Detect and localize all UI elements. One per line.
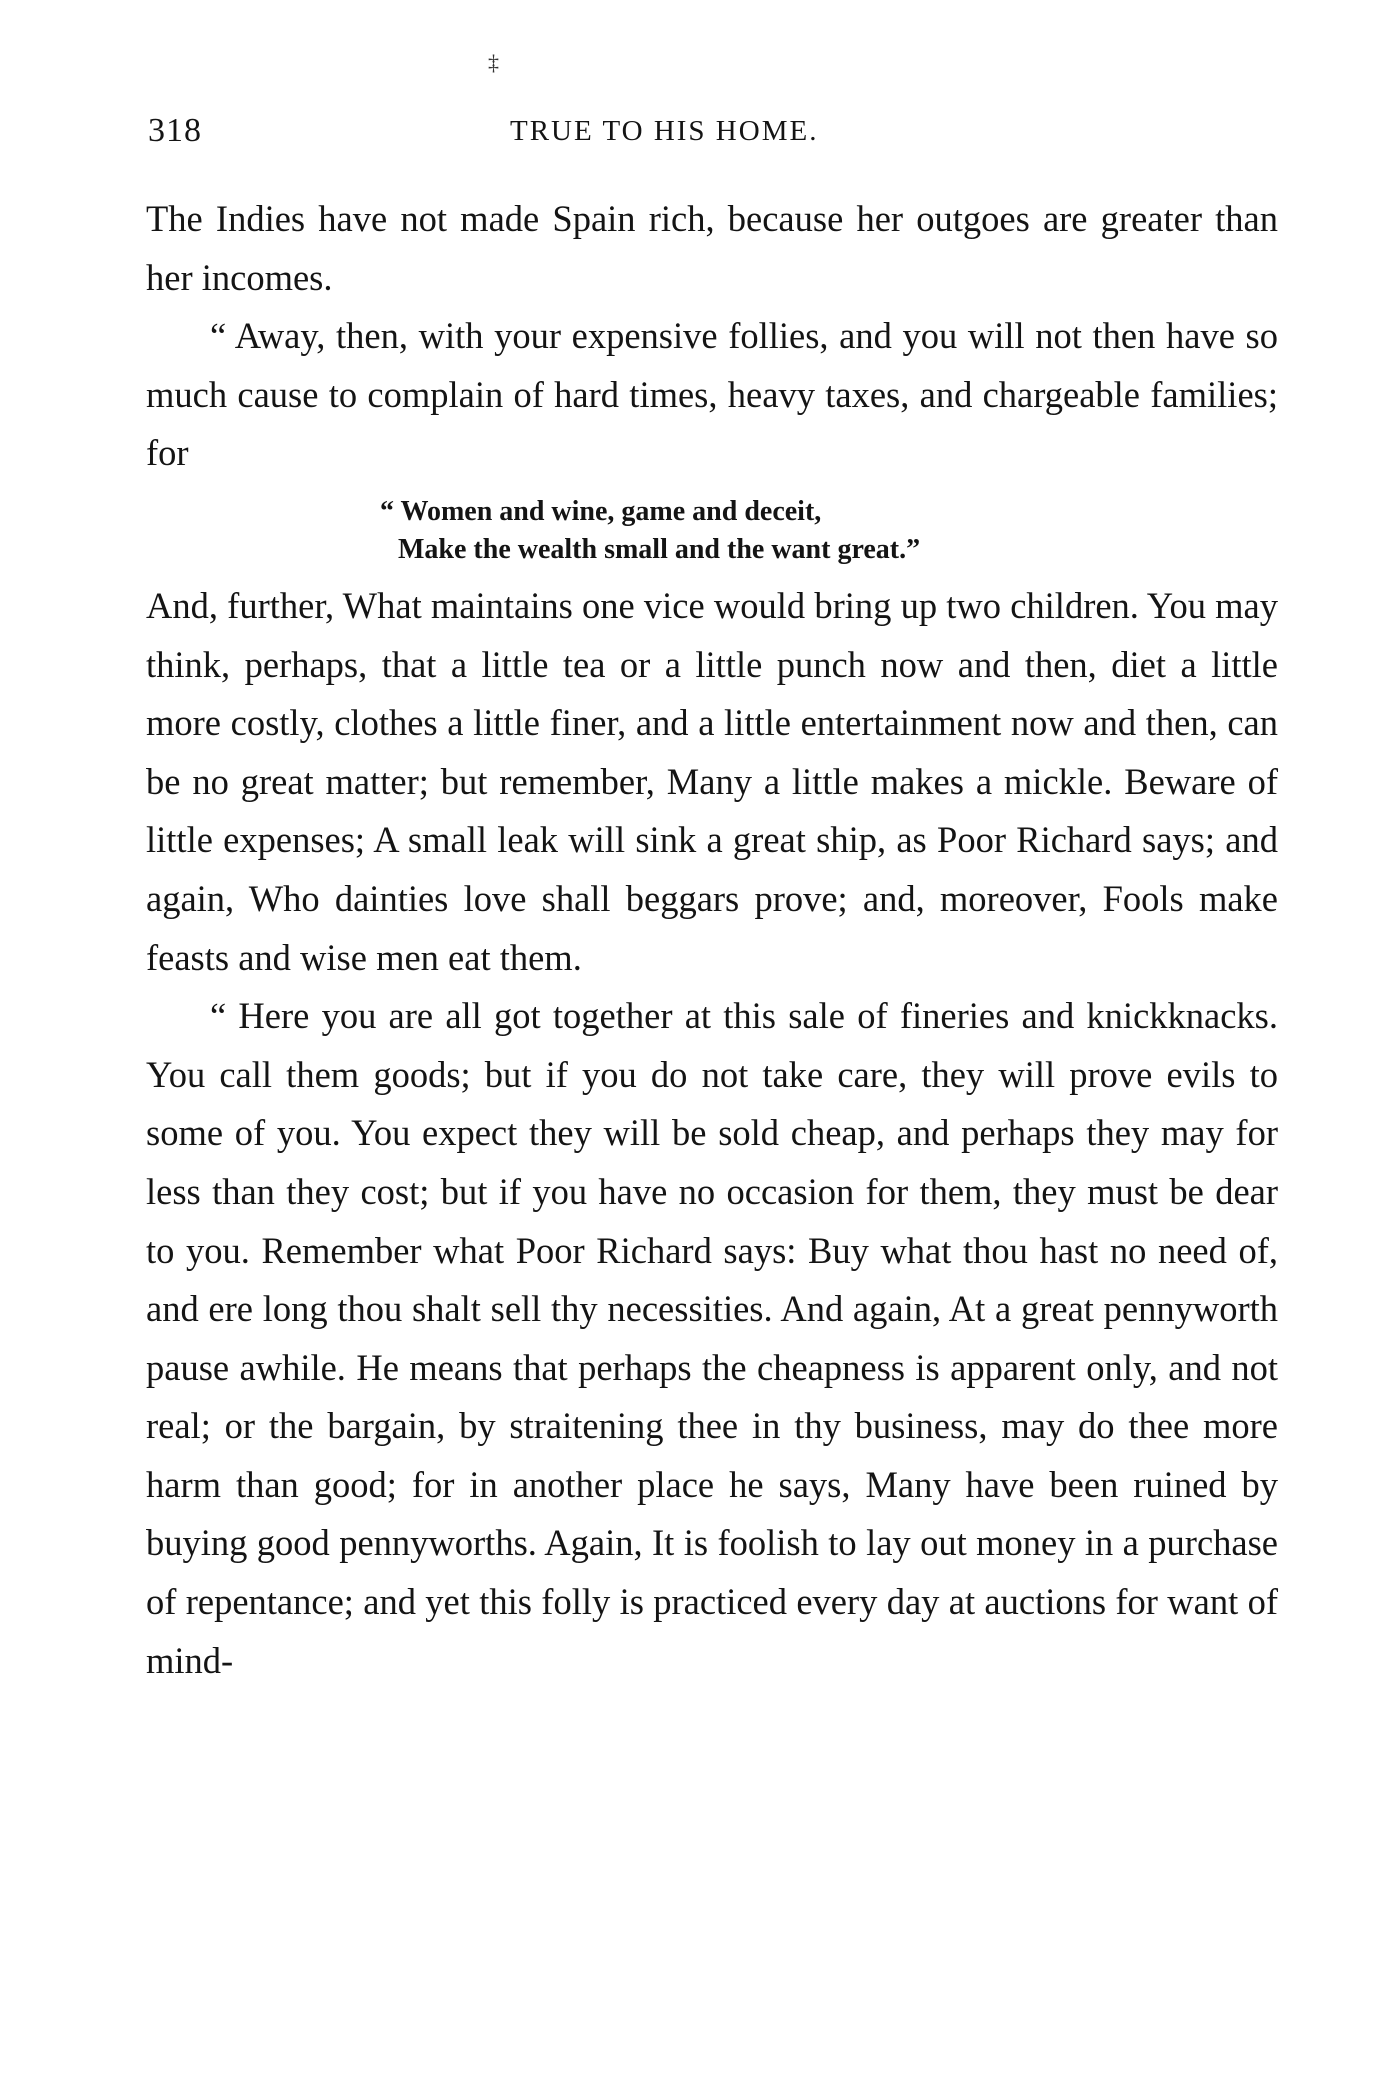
paragraph-fineries: “ Here you are all got together at this sale of fineries and knickknacks. You call them goods; but if you do not take care, they will prove evils to some of you. You expect they will be sold cheap, and perhaps they may for less than they cost; but if you have no occasion for them, they must be dear to you. Remember what Poor Richard says: Buy what thou hast no need of, and ere long thou shalt sell thy necessities. And again, At a great pennyworth pause awhile. He means that perhaps the cheapness is apparent only, and not real; or the bargain, by straitening thee in thy business, may do thee more harm than good; for in another place he says, Many have been ruined by buying good pennyworths. Again, It is foolish to lay out money in a purchase of repentance; and yet this folly is practiced every day at auctions for want of mind- <box>146 995 1278 1681</box>
page-number: 318 <box>148 112 202 149</box>
body-text <box>146 190 1278 1690</box>
paragraph-further: And, further, What maintains one vice would bring up two children. You may think, perhaps, that a little tea or a little punch now and then, diet a little more costly, clothes a little finer, and a little entertainment now and then, can be no great matter; but remember, Many a little makes a mickle. Beware of little expenses; A small leak will sink a great ship, as Poor Richard says; and again, Who dainties love shall beggars prove; and, moreover, Fools make feasts and wise men eat them. <box>146 584 1278 978</box>
running-title: TRUE TO HIS HOME. <box>510 115 819 147</box>
stray-ink-mark: ‡ <box>488 50 499 75</box>
verse-line-1: “ Women and wine, game and deceit, <box>380 495 822 527</box>
page-header <box>148 108 1276 154</box>
paragraph-spain: The Indies have not made Spain rich, because her outgoes are greater than her incomes. <box>146 198 1278 298</box>
verse-line-2: Make the wealth small and the want great.” <box>398 533 921 565</box>
paragraph-away-follies: “ Away, then, with your expensive follies, and you will not then have so much cause to complain of hard times, heavy taxes, and chargeable families; for <box>146 315 1278 474</box>
verse-quotation <box>146 493 1278 569</box>
